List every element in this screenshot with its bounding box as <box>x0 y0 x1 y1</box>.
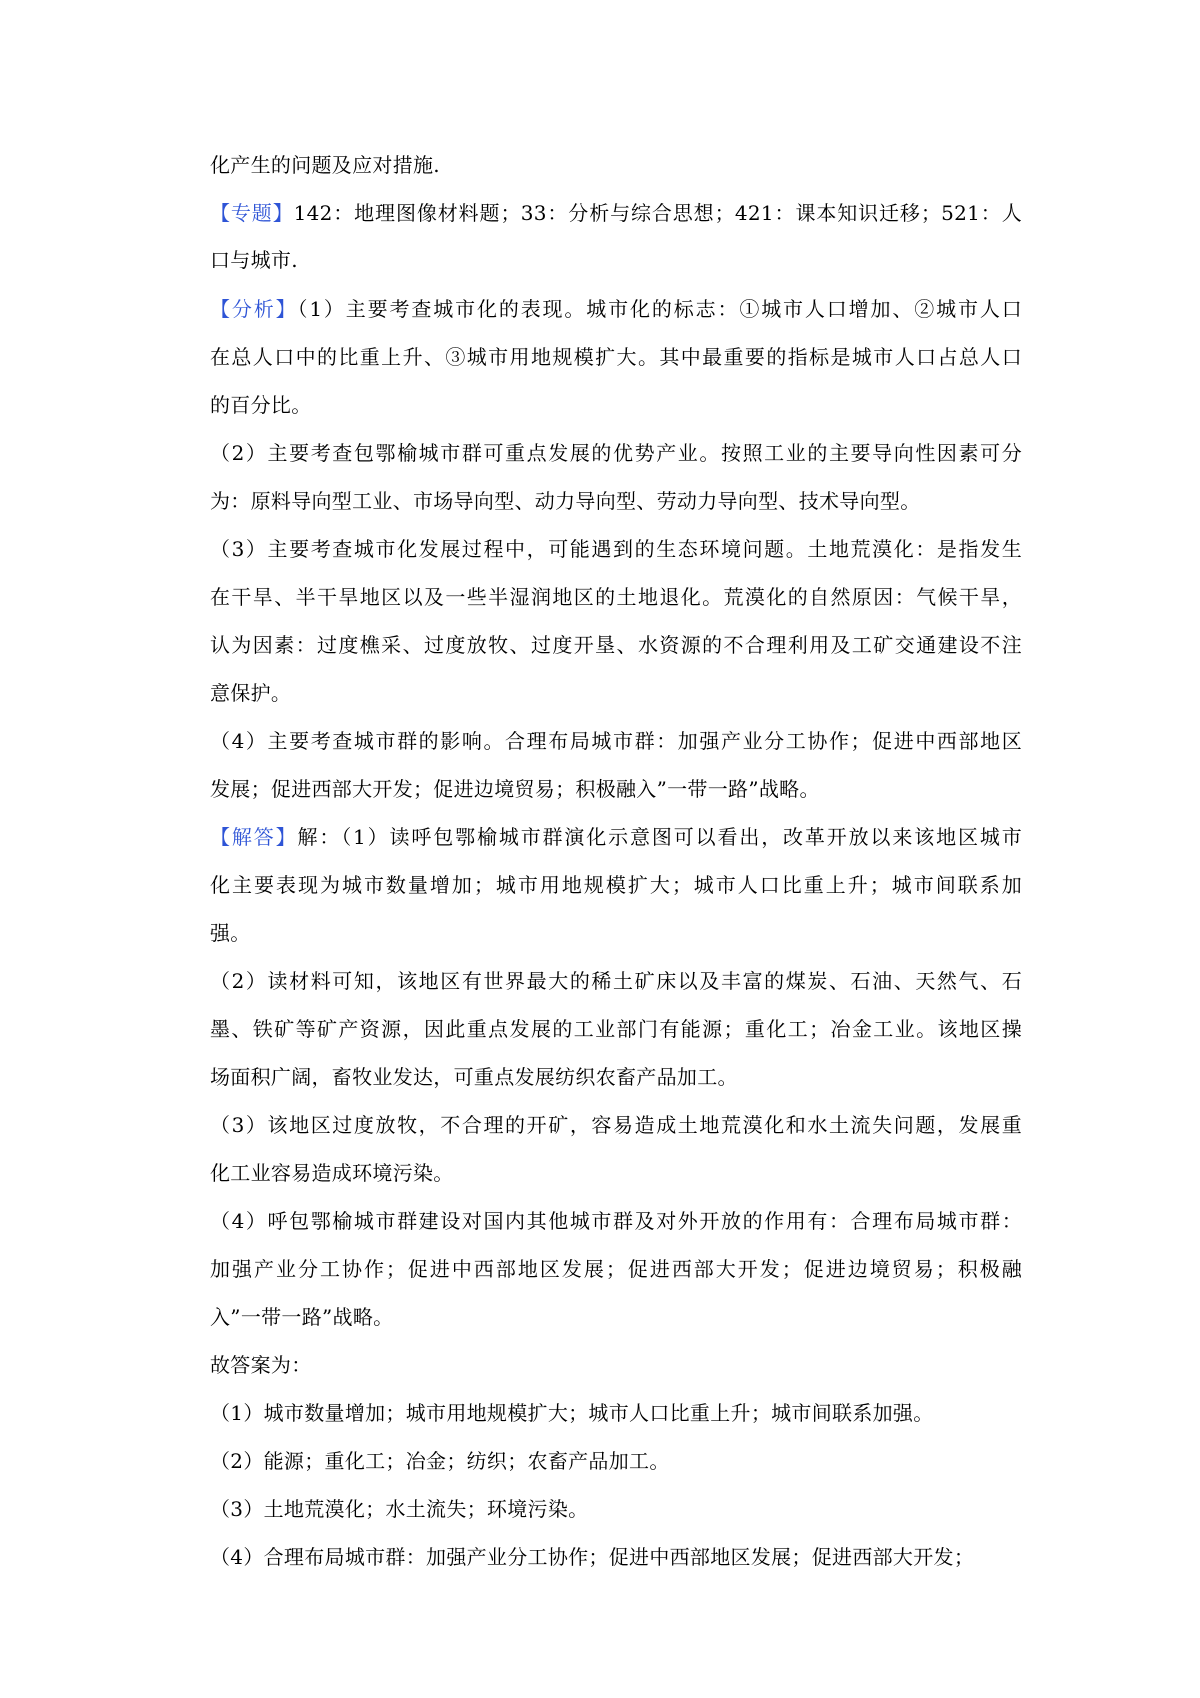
text-line: （3）主要考查城市化发展过程中，可能遇到的生态环境问题。土地荒漠化：是指发生 <box>210 537 1022 561</box>
section-tag-topic: 【专题】 <box>210 201 294 225</box>
section-tag-answer: 【解答】 <box>210 825 298 849</box>
text-line: 意保护。 <box>210 681 292 705</box>
text-line: 化主要表现为城市数量增加；城市用地规模扩大；城市人口比重上升；城市间联系加 <box>210 873 1022 897</box>
section-tag-analysis: 【分析】 <box>210 297 298 321</box>
text-line: 故答案为： <box>210 1353 312 1377</box>
text-line: （4）呼包鄂榆城市群建设对国内其他城市群及对外开放的作用有：合理布局城市群： <box>210 1209 1022 1233</box>
text-line: 在总人口中的比重上升、③城市用地规模扩大。其中最重要的指标是城市人口占总人口 <box>210 345 1022 369</box>
text-line: （4）合理布局城市群：加强产业分工协作；促进中西部地区发展；促进西部大开发； <box>210 1545 975 1569</box>
text-line: （2）能源；重化工；冶金；纺织；农畜产品加工。 <box>210 1449 670 1473</box>
text-line: （4）主要考查城市群的影响。合理布局城市群：加强产业分工协作；促进中西部地区 <box>210 729 1022 753</box>
text-line: （2）主要考查包鄂榆城市群可重点发展的优势产业。按照工业的主要导向性因素可分 <box>210 441 1022 465</box>
text-line: 发展；促进西部大开发；促进边境贸易；积极融入”一带一路”战略。 <box>210 777 820 801</box>
text-line: 入”一带一路”战略。 <box>210 1305 394 1329</box>
text-line: 【专题】142：地理图像材料题；33：分析与综合思想；421：课本知识迁移；521：人 <box>210 201 1022 225</box>
text-line: 【分析】（1）主要考查城市化的表现。城市化的标志：①城市人口增加、②城市人口 <box>210 297 1022 321</box>
text-line: 化工业容易造成环境污染。 <box>210 1161 454 1185</box>
text-line: （3）土地荒漠化；水土流失；环境污染。 <box>210 1497 589 1521</box>
text-line: 【解答】解：（1）读呼包鄂榆城市群演化示意图可以看出，改革开放以来该地区城市 <box>210 825 1022 849</box>
text-line: 认为因素：过度樵采、过度放牧、过度开垦、水资源的不合理利用及工矿交通建设不注 <box>210 633 1022 657</box>
text-line: 墨、铁矿等矿产资源，因此重点发展的工业部门有能源；重化工；冶金工业。该地区操 <box>210 1017 1022 1041</box>
text-line: （1）城市数量增加；城市用地规模扩大；城市人口比重上升；城市间联系加强。 <box>210 1401 934 1425</box>
text-line: （2）读材料可知，该地区有世界最大的稀土矿床以及丰富的煤炭、石油、天然气、石 <box>210 969 1022 993</box>
text-line: 加强产业分工协作；促进中西部地区发展；促进西部大开发；促进边境贸易；积极融 <box>210 1257 1022 1281</box>
text-line: 在干旱、半干旱地区以及一些半湿润地区的土地退化。荒漠化的自然原因：气候干旱， <box>210 585 1022 609</box>
text-line: 的百分比。 <box>210 393 312 417</box>
text-line: 口与城市. <box>210 248 298 272</box>
text-line: 场面积广阔，畜牧业发达，可重点发展纺织农畜产品加工。 <box>210 1065 738 1089</box>
text-line: （3）该地区过度放牧，不合理的开矿，容易造成土地荒漠化和水土流失问题，发展重 <box>210 1113 1022 1137</box>
text-line: 强。 <box>210 921 251 945</box>
text-line: 为：原料导向型工业、市场导向型、动力导向型、劳动力导向型、技术导向型。 <box>210 489 921 513</box>
text-line: 化产生的问题及应对措施. <box>210 153 440 177</box>
